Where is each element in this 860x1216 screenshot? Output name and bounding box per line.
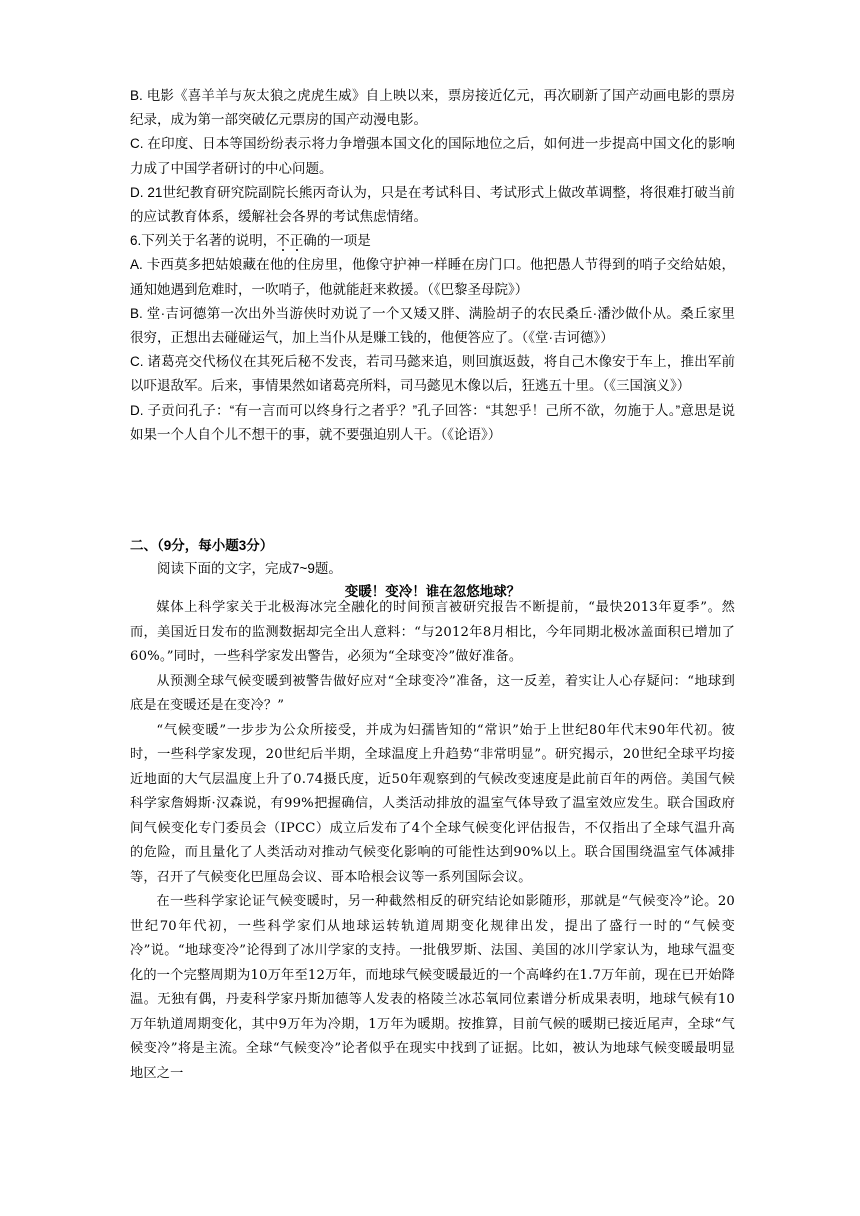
article-paragraph: 媒体上科学家关于北极海冰完全融化的时间预言被研究报告不断提前，“最快2013年夏季”。然而，美国近日发布的监测数据却完全出人意料：“与2012年8月相比，今年同期北极冰盖面积已增加了60%。”同时，一些科学家发出警告，必须为“全球变冷”做好准备。 (130, 600, 735, 664)
question-6-stem-before: 6.下列关于名著的说明， (130, 233, 277, 249)
previous-question-options (130, 84, 735, 447)
emphasis-char-not: 不 (276, 233, 290, 249)
question-6-option-a: A. 卡西莫多把姑娘藏在他的住房里，他像守护神一样睡在房门口。他把愚人节得到的哨子交给姑娘，通知她遇到危难时，一吹哨子，他就能赶来救援。（《巴黎圣母院》） (130, 257, 735, 297)
option-c: C. 在印度、日本等国纷纷表示将力争增强本国文化的国际地位之后，如何进一步提高中国文化的影响力成了中国学者研讨的中心问题。 (130, 136, 735, 176)
article-title: 变暖！变冷！谁在忽悠地球？ (344, 584, 521, 599)
article-paragraph: 从预测全球气候变暖到被警告做好应对“全球变冷”准备，这一反差，着实让人心存疑问：“地球到底是在变暖还是在变冷？” (130, 673, 735, 713)
question-6-option-d: D. 子贡问孔子：“有一言而可以终身行之者乎？”孔子回答：“其恕乎！己所不欲，勿施于人。”意思是说如果一个人自个儿不想干的事，就不要强迫别人干。（《论语》） (130, 402, 735, 442)
question-6-option-c: C. 诸葛亮交代杨仪在其死后秘不发丧，若司马懿来追，则回旗返鼓，将自己木像安于车上，推出军前以吓退敌军。后来，事情果然如诸葛亮所料，司马懿见木像以后，狂逃五十里。（《三国演义》） (130, 354, 735, 394)
question-6-stem-after: 确的一项是 (303, 233, 371, 249)
article-body (130, 596, 735, 1086)
option-b: B. 电影《喜羊羊与灰太狼之虎虎生威》自上映以来，票房接近亿元，再次刷新了国产动画电影的票房纪录，成为第一部突破亿元票房的国产动漫电影。 (130, 88, 735, 128)
reading-instruction: 阅读下面的文字，完成7~9题。 (157, 561, 342, 576)
article-paragraph: 在一些科学家论证气候变暖时，另一种截然相反的研究结论如影随形，那就是“气候变冷”论。20世纪70年代初，一些科学家们从地球运转轨道周期变化规律出发，提出了盛行一时的“气候变冷”说。“地球变冷”论得到了冰川学家的支持。一批俄罗斯、法国、美国的冰川学家认为，地球气温变化的一个完整周期为10万年至12万年，而地球气候变暖最近的一个高峰约在1.7万年前，现在已开始降温。无独有偶，丹麦科学家丹斯加德等人发表的格陵兰冰芯氧同位素谱分析成果表明，地球气候有10万年轨道周期变化，其中9万年为冷期，1万年为暖期。按推算，目前气候的暖期已接近尾声，全球“气候变冷”将是主流。全球“气候变冷”论者似乎在现实中找到了证据。比如，被认为地球气候变暖最明显地区之一 (130, 894, 735, 1081)
question-6-stem (130, 229, 735, 253)
emphasis-char-correct: 正 (289, 233, 304, 249)
article-paragraph: “气候变暖”一步步为公众所接受，并成为妇孺皆知的“常识”始于上世纪80年代末90年代初。彼时，一些科学家发现，20世纪后半期，全球温度上升趋势“非常明显”。研究揭示，20世纪全球平均接近地面的大气层温度上升了0.74摄氏度，近50年观察到的气候改变速度是此前百年的两倍。美国气候科学家詹姆斯·汉森说，有99%把握确信，人类活动排放的温室气体导致了温室效应发生。联合国政府间气候变化专门委员会（IPCC）成立后发布了4个全球气候变化评估报告，不仅指出了全球气温升高的危险，而且量化了人类活动对推动气候变化影响的可能性达到90%以上。联合国围绕温室气体减排等，召开了气候变化巴厘岛会议、哥本哈根会议等一系列国际会议。 (130, 722, 735, 885)
option-d: D. 21世纪教育研究院副院长熊丙奇认为，只是在考试科目、考试形式上做改革调整，将很难打破当前的应试教育体系，缓解社会各界的考试焦虑情绪。 (130, 184, 735, 225)
section-heading: 二、（9分，每小题3分） (130, 538, 274, 553)
question-6-option-b: B. 堂·吉诃德第一次出外当游侠时劝说了一个又矮又胖、满脸胡子的农民桑丘·潘沙做仆从。桑丘家里很穷，正想出去碰碰运气，加上当仆从是赚工钱的，他便答应了。（《堂·吉诃德》） (130, 305, 735, 346)
